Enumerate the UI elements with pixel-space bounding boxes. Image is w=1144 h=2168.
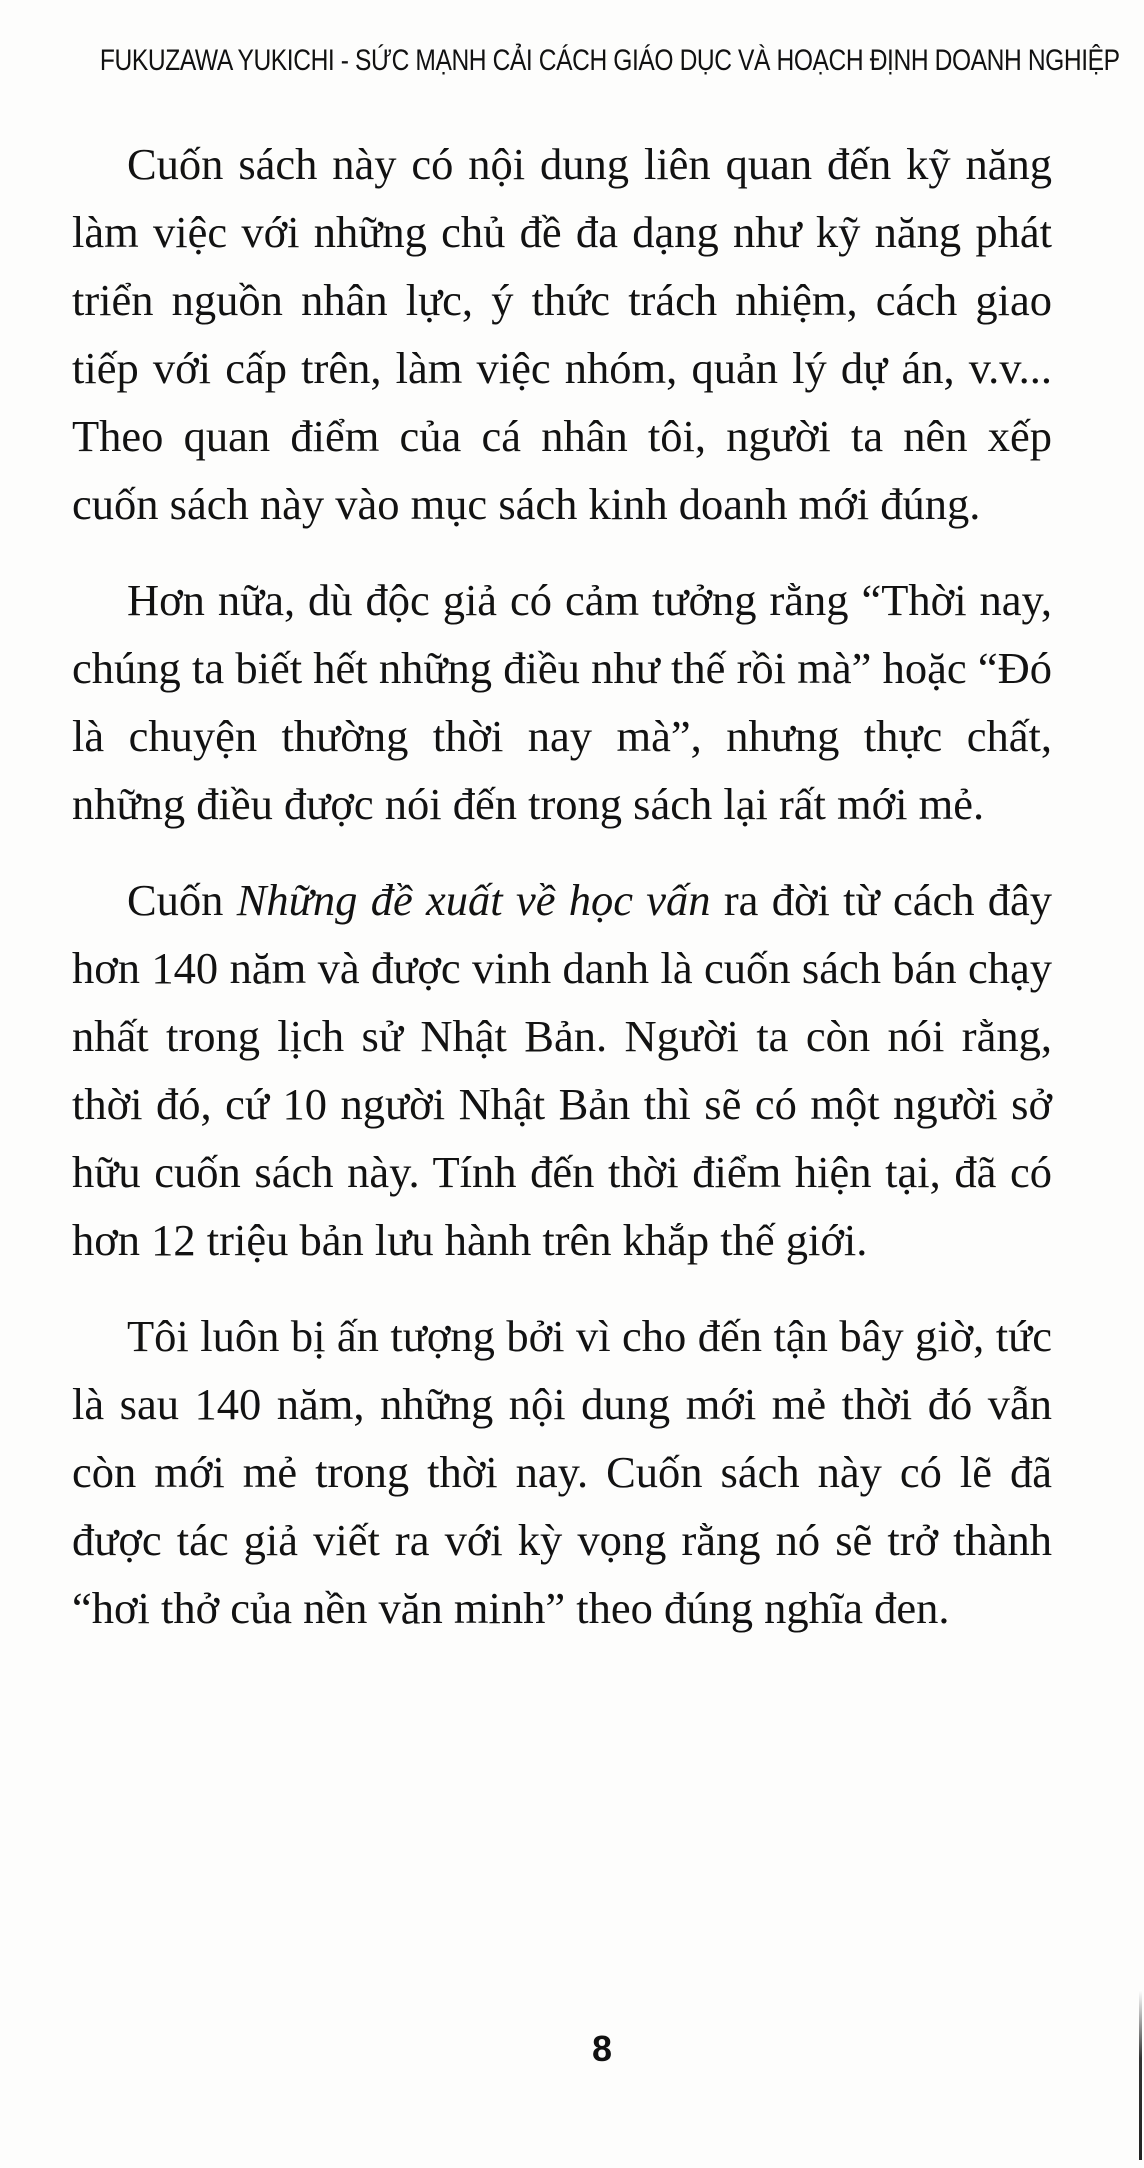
running-header: FUKUZAWA YUKICHI - SỨC MẠNH CẢI CÁCH GIÁO DỤC VÀ HOẠCH ĐỊNH DOANH NGHIỆP [99,44,1120,77]
paragraph-3-start: Cuốn [127,875,237,925]
paragraph-3 [72,866,1052,1274]
body-text [72,130,1052,1670]
page-edge-shadow [1139,1990,1142,2160]
paragraph-1: Cuốn sách này có nội dung liên quan đến kỹ năng làm việc với những chủ đề đa dạng như kỹ năng phát triển nguồn nhân lực, ý thức trách nhiệm, cách giao tiếp với cấp trên, làm việc nhóm, quản lý dự án, v.v... Theo quan điểm của cá nhân tôi, người ta nên xếp cuốn sách này vào mục sách kinh doanh mới đúng. [72,139,1052,529]
book-title-italic: Những đề xuất về học vấn [236,875,711,925]
page-number: 8 [591,2028,613,2069]
paragraph-3-rest: ra đời từ cách đây hơn 140 năm và được vinh danh là cuốn sách bán chạy nhất trong lịch sử Nhật Bản. Người ta còn nói rằng, thời đó, cứ 10 người Nhật Bản thì sẽ có một người sở hữu cuốn sách này. Tính đến thời điểm hiện tại, đã có hơn 12 triệu bản lưu hành trên khắp thế giới. [72,875,1053,1265]
paragraph-4: Tôi luôn bị ấn tượng bởi vì cho đến tận bây giờ, tức là sau 140 năm, những nội dung mới mẻ thời đó vẫn còn mới mẻ trong thời nay. Cuốn sách này có lẽ đã được tác giả viết ra với kỳ vọng rằng nó sẽ trở thành “hơi thở của nền văn minh” theo đúng nghĩa đen. [72,1311,1052,1633]
paragraph-2: Hơn nữa, dù độc giả có cảm tưởng rằng “Thời nay, chúng ta biết hết những điều như thế rồi mà” hoặc “Đó là chuyện thường thời nay mà”, nhưng thực chất, những điều được nói đến trong sách lại rất mới mẻ. [72,575,1052,829]
